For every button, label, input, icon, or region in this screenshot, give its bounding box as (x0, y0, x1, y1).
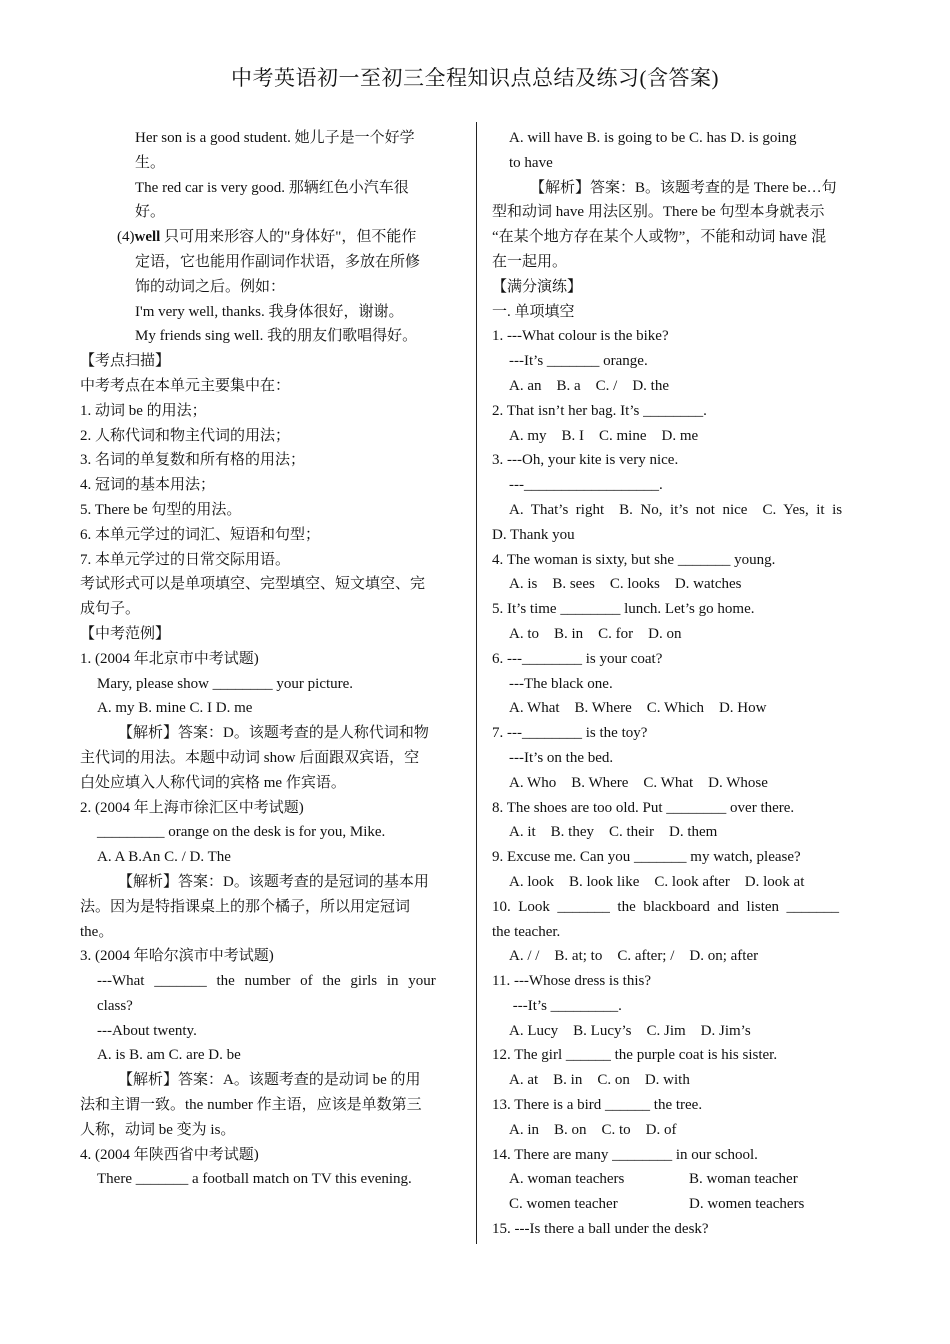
scan-item: 2. 人称代词和物主代词的用法； (80, 427, 291, 444)
option: B. woman teacher (689, 1171, 798, 1188)
section-header-scan: 【考点扫描】 (80, 353, 171, 370)
scan-item: 7. 本单元学过的日常交际用语。 (80, 551, 291, 568)
well-note-number: (4) (117, 229, 135, 246)
question-options: A. to B. in C. for D. on (509, 625, 682, 642)
option: C. women teacher (509, 1196, 618, 1213)
question-stem: 7. ---________ is the toy? (492, 725, 648, 742)
analysis-text: “在某个地方存在某个人或物”，不能和动词 have 混 (492, 229, 827, 246)
example-sentence: The red car is very good. 那辆红色小汽车很 (135, 179, 409, 196)
question-head: 1. (2004 年北京市中考试题) (80, 650, 259, 667)
question-stem: the teacher. (492, 923, 561, 940)
question-options: A. my B. mine C. I D. me (97, 700, 253, 717)
practice-list (492, 324, 871, 1167)
question-options: A. in B. on C. to D. of (509, 1121, 677, 1138)
example-sentence: I'm very well, thanks. 我身体很好，谢谢。 (135, 303, 404, 320)
question-head: 3. (2004 年哈尔滨市中考试题) (80, 948, 274, 965)
exam-form-text: 成句子。 (80, 601, 141, 618)
question-stem: Mary, please show ________ your picture. (97, 675, 354, 692)
exam-form-text: 考试形式可以是单项填空、完型填空、短文填空、完 (80, 576, 426, 593)
question-stem: ---What _______ the number of the girls in your (97, 973, 436, 990)
question-head: 4. (2004 年陕西省中考试题) (80, 1146, 259, 1163)
option: D. women teachers (689, 1196, 805, 1213)
scan-list (80, 399, 458, 573)
question-options: A. is B. sees C. looks D. watches (509, 576, 742, 593)
well-keyword: well (134, 229, 161, 246)
analysis-text: 主代词的用法。本题中动词 show 后面跟双宾语，空 (80, 749, 420, 766)
scan-intro: 中考考点在本单元主要集中在： (80, 377, 291, 394)
example-sentence: Her son is a good student. 她儿子是一个好学 (135, 130, 415, 146)
analysis-text: 【解析】答案：D。该题考查的是冠词的基本用 (118, 873, 429, 890)
question-stem: 12. The girl ______ the purple coat is his sister. (492, 1047, 778, 1064)
well-note-line: 饰的动词之后。例如： (135, 278, 286, 295)
q14-options (492, 1167, 871, 1217)
example-sentence: 生。 (135, 154, 166, 171)
question-stem: 9. Excuse me. Can you _______ my watch, please? (492, 849, 801, 866)
question-options: A. look B. look like C. look after D. look at (509, 873, 805, 890)
left-column (80, 126, 458, 1192)
question-dialogue: ---It’s _______ orange. (509, 353, 648, 370)
well-note-line: 只可用来形容人的"身体好"，但不能作 (160, 229, 417, 246)
analysis-text: 白处应填入人称代词的宾格 me 作宾语。 (80, 774, 346, 791)
section-subheader: 一. 单项填空 (492, 303, 575, 320)
question-options: A. What B. Where C. Which D. How (509, 700, 767, 717)
scan-item: 3. 名词的单复数和所有格的用法； (80, 452, 306, 469)
question-options: A. is B. am C. are D. be (97, 1047, 241, 1064)
question-stem: 5. It’s time ________ lunch. Let’s go home. (492, 601, 755, 618)
question-stem: 8. The shoes are too old. Put ________ over there. (492, 799, 795, 816)
question-options: A. my B. I C. mine D. me (509, 427, 699, 444)
question-dialogue: ---It’s on the bed. (509, 749, 614, 766)
question-stem: D. Thank you (492, 526, 575, 543)
section-header-practice: 【满分演练】 (492, 278, 583, 295)
question-dialogue: ---The black one. (509, 675, 613, 692)
option: A. woman teachers (509, 1171, 625, 1188)
scan-item: 1. 动词 be 的用法； (80, 402, 207, 419)
analysis-text: 【解析】答案：A。该题考查的是动词 be 的用 (118, 1072, 421, 1089)
page-title: 中考英语初一至初三全程知识点总结及练习(含答案) (231, 66, 719, 90)
question-stem: 13. There is a bird ______ the tree. (492, 1097, 703, 1114)
scan-item: 4. 冠词的基本用法； (80, 477, 216, 494)
intro-examples (80, 126, 458, 225)
question-stem: 4. The woman is sixty, but she _______ young. (492, 551, 776, 568)
analysis-text: 人称，动词 be 变为 is。 (80, 1121, 236, 1138)
question-options: A. it B. they C. their D. them (509, 824, 718, 841)
right-column (492, 126, 871, 1242)
question-stem: 15. ---Is there a ball under the desk? (492, 1221, 709, 1238)
analysis-text: 型和动词 have 用法区别。There be 句型本身就表示 (492, 204, 825, 221)
analysis-text: the。 (80, 923, 114, 940)
question-options: A. will have B. is going to be C. has D. is going (509, 130, 797, 146)
question-dialogue: ---It’s _________. (509, 997, 622, 1014)
well-note (80, 225, 458, 299)
question-stem: 10. Look _______ the blackboard and listen _______ (492, 898, 840, 915)
question-options: A. at B. in C. on D. with (509, 1072, 690, 1089)
analysis-text: 在一起用。 (492, 253, 568, 270)
question-stem: There _______ a football match on TV this evening. (97, 1171, 412, 1188)
question-stem: 14. There are many ________ in our school. (492, 1146, 758, 1163)
question-options: A. an B. a C. / D. the (509, 377, 669, 394)
scan-item: 6. 本单元学过的词汇、短语和句型； (80, 526, 321, 543)
question-options: A. That’s right B. No, it’s not nice C. Yes, it is (509, 501, 843, 518)
example-sentence: My friends sing well. 我的朋友们歌唱得好。 (135, 328, 418, 345)
question-stem: 3. ---Oh, your kite is very nice. (492, 452, 679, 469)
question-options: to have (509, 154, 553, 171)
question-stem: class? (97, 997, 133, 1014)
question-options: A. A B.An C. / D. The (97, 849, 231, 866)
analysis-text: 【解析】答案：B。该题考查的是 There be…句 (530, 179, 837, 196)
section-header-examples: 【中考范例】 (80, 625, 171, 642)
question-options: A. / / B. at; to C. after; / D. on; after (509, 948, 759, 965)
analysis-text: 【解析】答案：D。该题考查的是人称代词和物 (118, 725, 429, 742)
example-sentence: 好。 (135, 204, 166, 221)
analysis-text: 法和主谓一致。the number 作主语，应该是单数第三 (80, 1097, 422, 1114)
well-note-line: 定语，它也能用作副词作状语，多放在所修 (135, 253, 421, 270)
question-stem: _________ orange on the desk is for you, Mike. (97, 824, 386, 841)
question-stem: 11. ---Whose dress is this? (492, 973, 651, 990)
question-stem: 2. That isn’t her bag. It’s ________. (492, 402, 707, 419)
column-divider (476, 122, 477, 1244)
question-head: 2. (2004 年上海市徐汇区中考试题) (80, 799, 304, 816)
question-stem: 6. ---________ is your coat? (492, 650, 663, 667)
question-dialogue: ---__________________. (509, 477, 663, 494)
question-stem: ---About twenty. (97, 1022, 197, 1039)
question-options: A. Who B. Where C. What D. Whose (509, 774, 768, 791)
scan-item: 5. There be 句型的用法。 (80, 501, 242, 518)
question-options: A. Lucy B. Lucy’s C. Jim D. Jim’s (509, 1022, 751, 1039)
question-stem: 1. ---What colour is the bike? (492, 328, 669, 345)
analysis-text: 法。因为是特指课桌上的那个橘子，所以用定冠词 (80, 898, 411, 915)
